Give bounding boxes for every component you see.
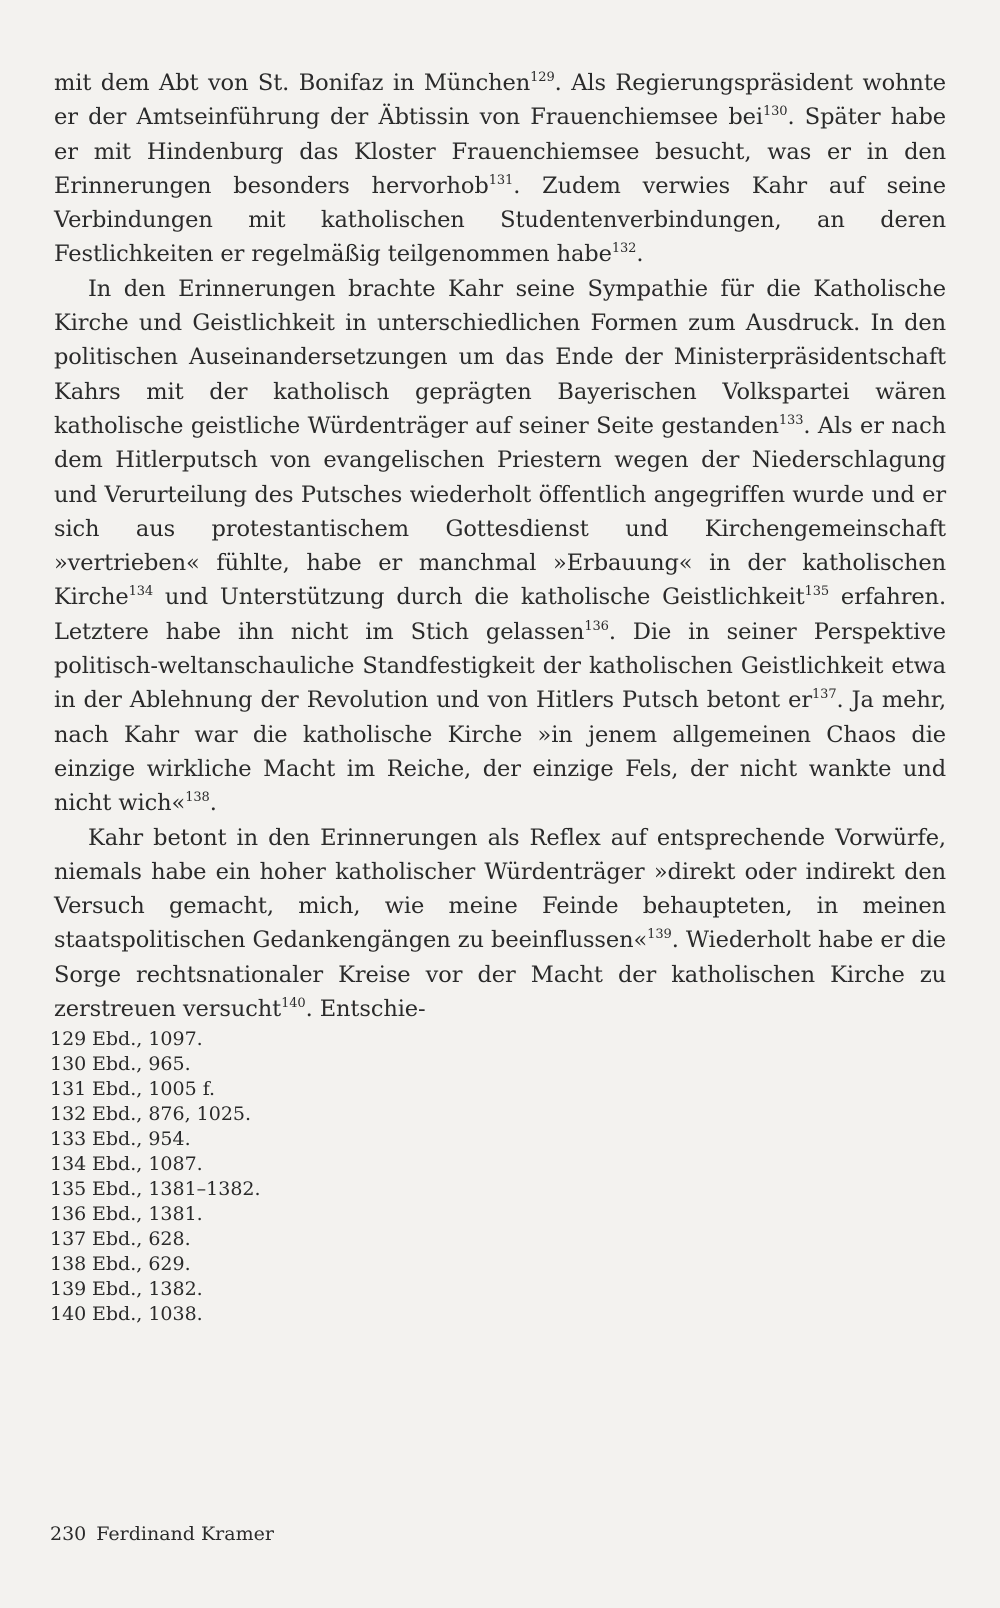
footnote (50, 1252, 650, 1277)
main-text (54, 66, 946, 1026)
text-run: . Zudem verwies Kahr auf seine Verbindungen mit katholischen Studentenverbindungen, an deren Festlichkeiten er regelmäßig teilgenommen habe (54, 172, 946, 268)
page-footer (50, 1522, 274, 1546)
footnote-text: Ebd., 876, 1025. (92, 1103, 252, 1125)
running-author: Ferdinand Kramer (96, 1523, 274, 1545)
footnote-number: 129 (50, 1028, 87, 1050)
footnote-number: 139 (50, 1278, 87, 1300)
footnote-number: 132 (50, 1103, 87, 1125)
footnote-text: Ebd., 1005 f. (92, 1078, 216, 1100)
footnotes (50, 1027, 650, 1327)
footnote-reference: 132 (611, 241, 637, 257)
text-run: . Ja mehr, nach Kahr war die katholische Kirche »in jenem allgemeinen Chaos die einzige wirkliche Macht im Reiche, der einzige Fels, der nicht wankte und nicht wich« (54, 687, 947, 817)
footnote-number: 135 (50, 1178, 87, 1200)
footnote-reference: 138 (185, 790, 210, 806)
footnote (50, 1102, 650, 1127)
text-run: . (209, 790, 217, 817)
footnote-number: 134 (50, 1153, 87, 1175)
text-run: und Unterstützung durch die katholische Geistlichkeit (153, 584, 805, 611)
footnote-reference: 131 (488, 172, 514, 188)
footnote-text: Ebd., 1381. (92, 1203, 203, 1225)
footnote-number: 133 (50, 1128, 87, 1150)
footnote-text: Ebd., 1097. (92, 1028, 203, 1050)
footnote-number: 138 (50, 1253, 87, 1275)
footnote-number: 136 (50, 1203, 87, 1225)
text-run: . Wiederholt habe er die Sorge rechtsnationaler Kreise vor der Macht der katholischen Kirche zu zerstreuen versucht (54, 927, 947, 1023)
text-run: erfahren. Letztere habe ihn nicht im Stich gelassen (54, 584, 947, 645)
footnote (50, 1127, 650, 1152)
text-run: . Die in seiner Perspektive politisch-weltanschauliche Standfestigkeit der katholischen Geistlichkeit etwa in der Ablehnung der Revolution und von Hitlers Putsch betont er (54, 618, 946, 714)
footnote-number: 137 (50, 1228, 87, 1250)
footnote-text: Ebd., 1381–1382. (92, 1178, 261, 1200)
footnote-text: Ebd., 954. (92, 1128, 191, 1150)
footnote-text: Ebd., 628. (92, 1228, 191, 1250)
footnote-text: Ebd., 1038. (92, 1303, 203, 1325)
footnote (50, 1152, 650, 1177)
footnote-text: Ebd., 965. (92, 1053, 191, 1075)
footnote-reference: 139 (647, 927, 672, 943)
footnote-reference: 136 (584, 618, 609, 634)
footnote-reference: 137 (811, 687, 837, 703)
footnote-number: 140 (50, 1303, 87, 1325)
paragraph (54, 66, 946, 272)
footnote-text: Ebd., 629. (92, 1253, 191, 1275)
text-run: . (636, 241, 644, 268)
footnote-text: Ebd., 1087. (92, 1153, 203, 1175)
text-run: In den Erinnerungen brachte Kahr seine Sympathie für die Katholische Kirche und Geistlichkeit in unterschiedlichen Formen zum Ausdruck. In den politischen Auseinandersetzungen um das Ende der Ministerpräsidentschaft Kahrs mit der katholisch geprägten Bayerischen Volkspartei wären katholische geistliche Würdenträger auf seiner Seite gestanden (54, 275, 946, 439)
footnote-reference: 134 (128, 584, 154, 600)
footnote-reference: 130 (762, 104, 788, 120)
footnote-number: 131 (50, 1078, 87, 1100)
footnote (50, 1302, 650, 1327)
paragraph (54, 272, 946, 821)
paragraph (54, 821, 946, 1027)
page-number: 230 (50, 1523, 87, 1545)
footnote (50, 1052, 650, 1077)
footnote-reference: 133 (778, 412, 804, 428)
footnote (50, 1177, 650, 1202)
footnote (50, 1077, 650, 1102)
footnote-reference: 129 (530, 70, 555, 85)
footnote-reference: 140 (281, 996, 306, 1012)
footnote (50, 1202, 650, 1227)
footnote (50, 1227, 650, 1252)
footnote (50, 1277, 650, 1302)
text-run: mit dem Abt von St. Bonifaz in München (54, 70, 531, 96)
footnote-reference: 135 (804, 584, 830, 600)
footnote-number: 130 (50, 1053, 87, 1075)
footnote (50, 1027, 650, 1052)
text-run: Kahr betont in den Erinnerungen als Reflex auf entsprechende Vorwürfe, niemals habe ein hoher katholischer Würdenträger »direkt oder indirekt den Versuch gemacht, mich, wie meine Feinde behaupteten, in meinen staatspolitischen Gedankengängen zu beeinflussen« (54, 824, 946, 954)
text-run: . Als er nach dem Hitlerputsch von evangelischen Priestern wegen der Niederschlagung und Verurteilung des Putsches wiederholt öffentlich angegriffen wurde und er sich aus protestantischem Gottesdienst und Kirchengemeinschaft »vertrieben« fühlte, habe er manchmal »Erbauung« in der katholischen Kirche (54, 412, 946, 611)
text-run: . Als Regierungspräsident wohnte er der Amtseinführung der Äbtissin von Frauenchiemsee bei (54, 70, 946, 131)
footnote-text: Ebd., 1382. (92, 1278, 203, 1300)
text-run: . Später habe er mit Hindenburg das Kloster Frauenchiemsee besucht, was er in den Erinnerungen besonders hervorhob (54, 104, 946, 199)
text-run: . Entschie- (305, 996, 426, 1023)
